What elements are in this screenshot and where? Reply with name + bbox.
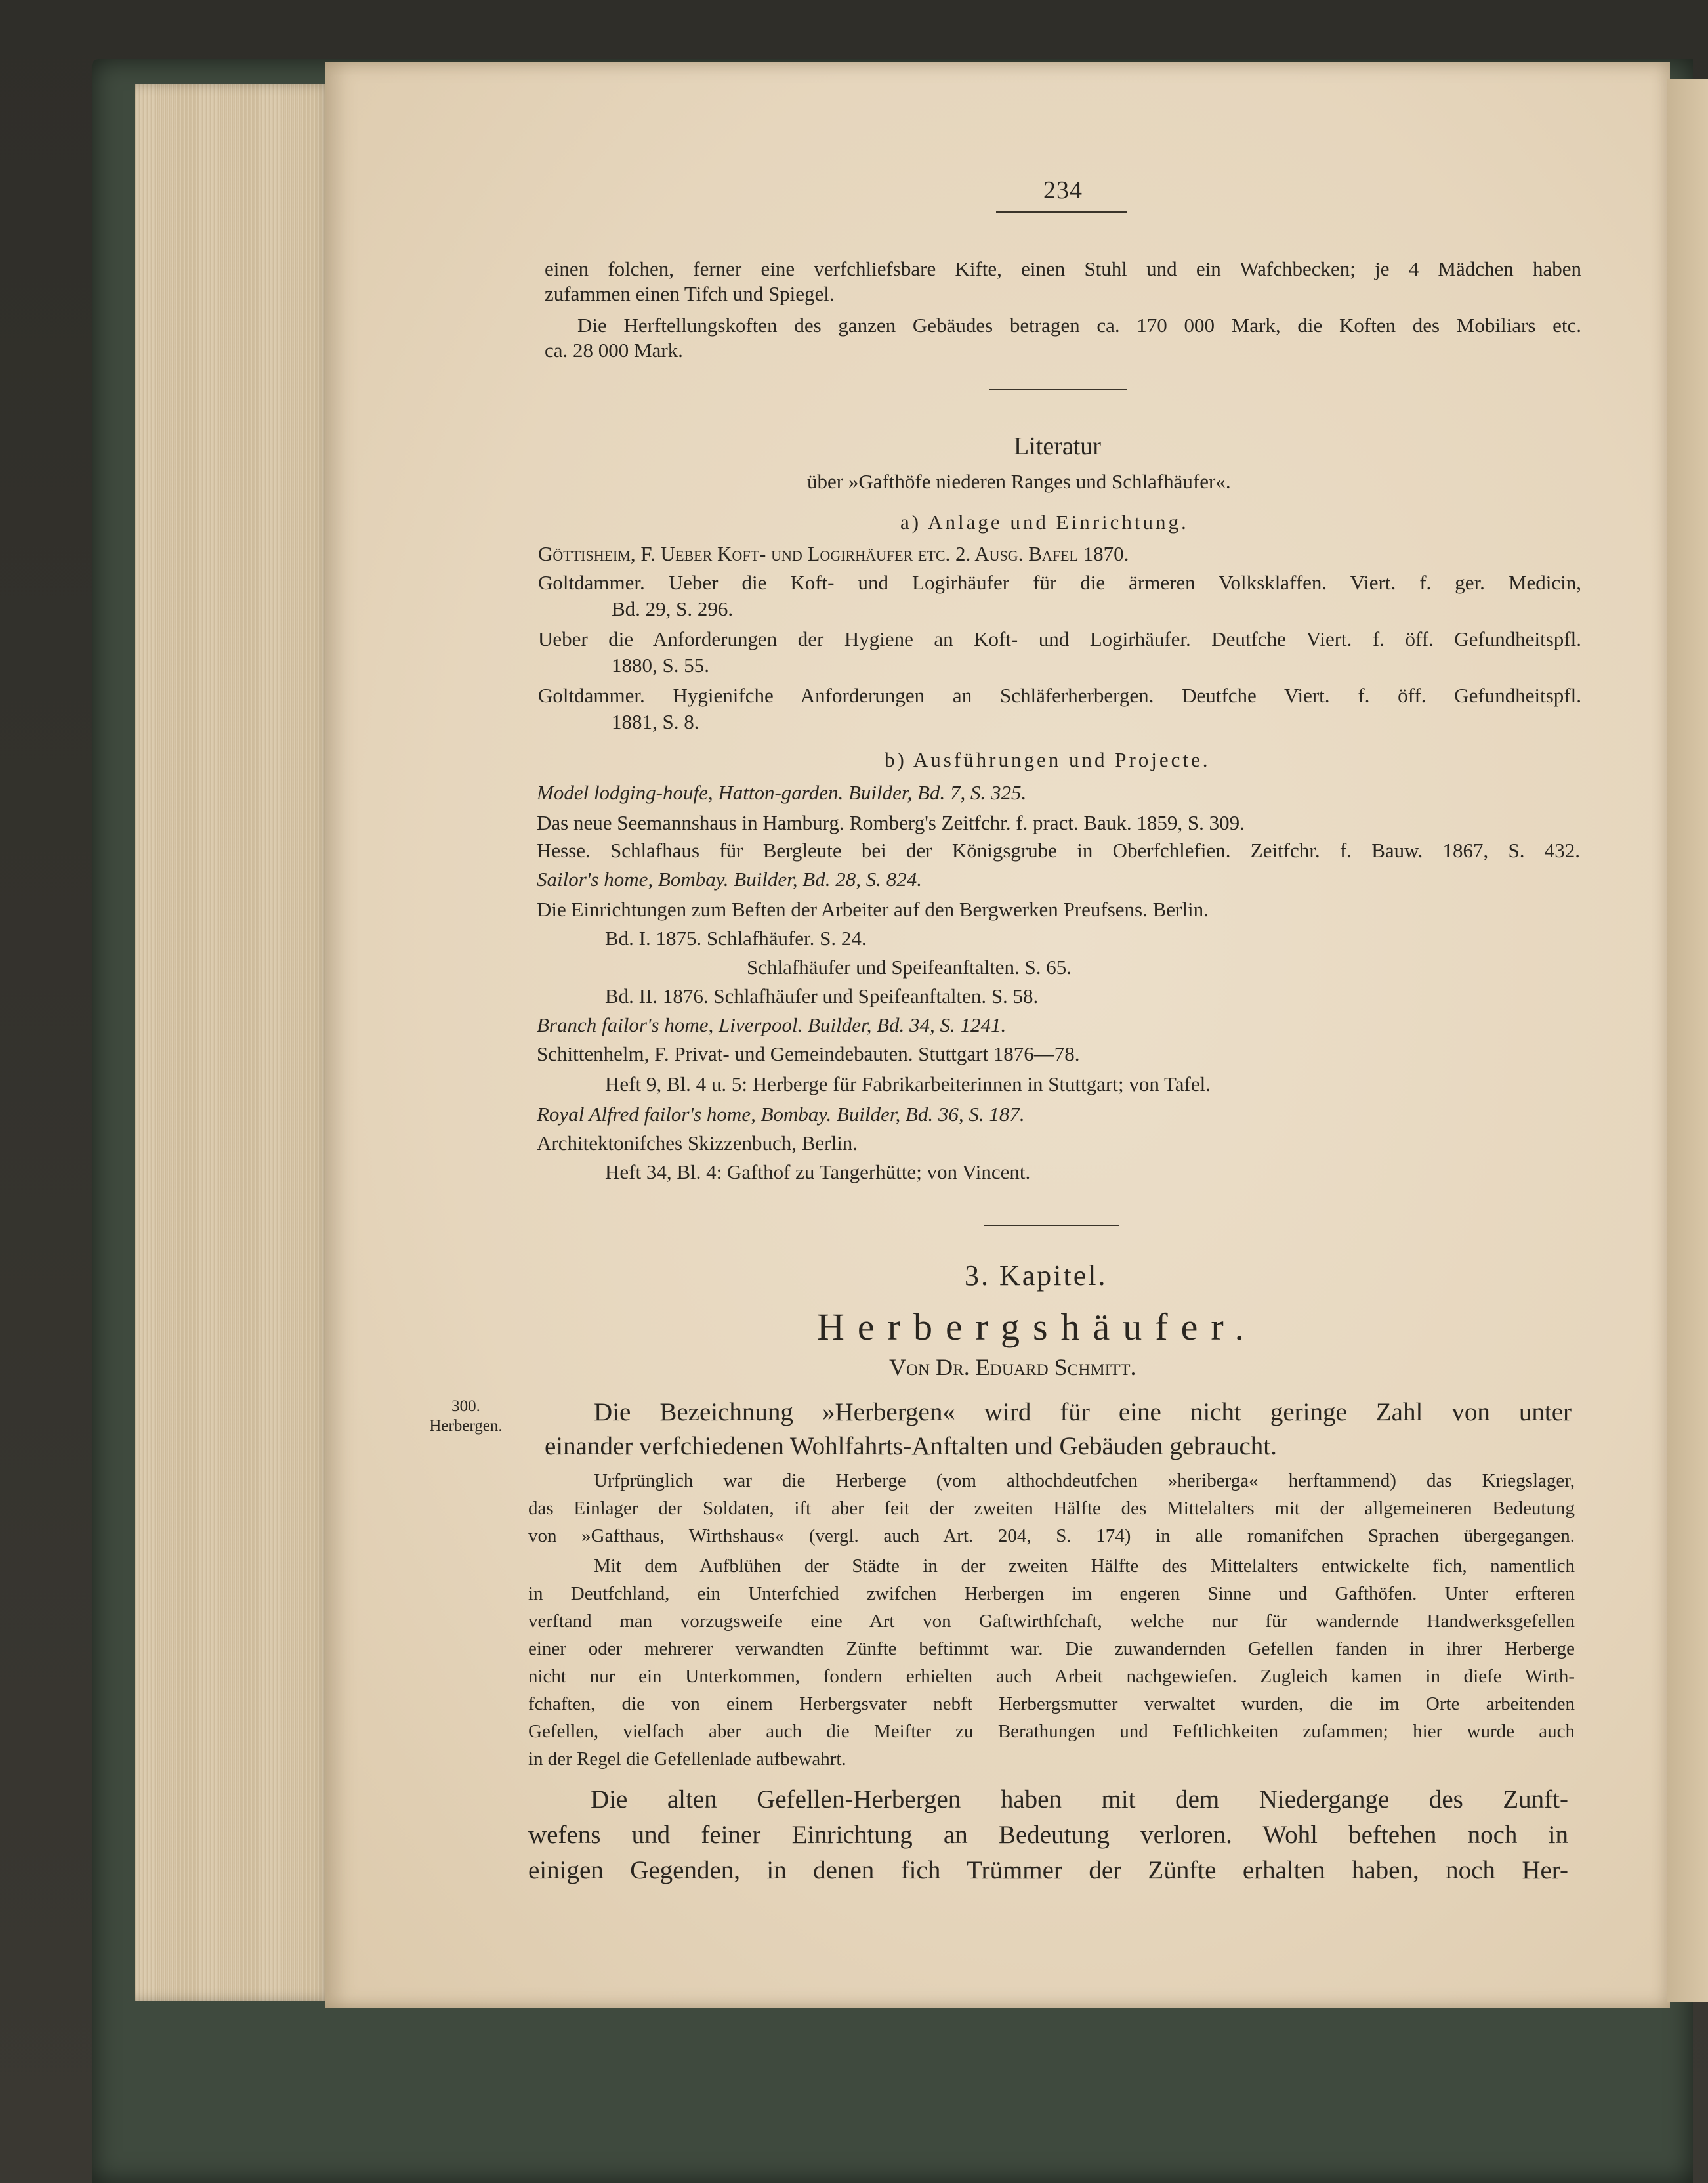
margin-note — [410, 1397, 522, 1436]
section-a-heading: a) Anlage und Einrichtung. — [900, 511, 1189, 534]
section-b-heading: b) Ausführungen und Projecte. — [885, 748, 1211, 771]
ref-b-3: Hesse. Schlafhaus für Bergleute bei der Königsgrube in Oberfchlefien. Zeitfchr. f. Bauw. 1867, S. 432. — [537, 839, 1580, 862]
para3-line-7: Gefellen, vielfach aber auch die Meifter zu Berathungen und Feftlichkeiten zufammen; hier wurde auch — [528, 1721, 1575, 1742]
ref-b-7: Schittenhelm, F. Privat- und Gemeindebauten. Stuttgart 1876—78. — [537, 1042, 1080, 1065]
ref-b-2: Das neue Seemannshaus in Hamburg. Romberg's Zeitfchr. f. pract. Bauk. 1859, S. 309. — [537, 811, 1245, 834]
ref-b-9-heft: Heft 34, Bl. 4: Gafthof zu Tangerhütte; von Vincent. — [605, 1160, 1031, 1183]
para4-line-1: Die alten Gefellen-Herbergen haben mit dem Niedergange des Zunft- — [591, 1785, 1568, 1813]
para2-line-2: das Einlager der Soldaten, ift aber feit der zweiten Hälfte des Mittelalters mit der allgemeineren Bedeutung — [528, 1498, 1575, 1519]
ref-b-7-heft: Heft 9, Bl. 4 u. 5: Herberge für Fabrikarbeiterinnen in Stuttgart; von Tafel. — [605, 1072, 1211, 1095]
para3-line-8: in der Regel die Gefellenlade aufbewahrt. — [528, 1749, 846, 1770]
ref-b-4: Sailor's home, Bombay. Builder, Bd. 28, S. 824. — [537, 868, 922, 891]
ref-a-2: Goltdammer. Ueber die Koft- und Logirhäufer für die ärmeren Volksklaffen. Viert. f. ger. Medicin, — [538, 571, 1581, 594]
chapter-author — [889, 1353, 1136, 1381]
ref-b-5: Die Einrichtungen zum Beften der Arbeiter auf den Bergwerken Preufsens. Berlin. — [537, 898, 1209, 921]
margin-note-label: Herbergen. — [429, 1417, 503, 1435]
para3-line-1: Mit dem Aufblühen der Städte in der zweiten Hälfte des Mittelalters entwickelte fich, namentlich — [594, 1556, 1575, 1577]
chapter-author-text: Von Dr. Eduard Schmitt. — [889, 1354, 1136, 1380]
literatur-subtitle: über »Gafthöfe niederen Ranges und Schlafhäufer«. — [807, 470, 1231, 493]
para3-line-5: nicht nur ein Unterkommen, fondern erhielten auch Arbeit nachgewiefen. Zugleich kamen in diefe Wirth- — [528, 1666, 1575, 1687]
ref-a-1-text: Göttisheim, F. Ueber Koft- und Logirhäufer etc. 2. Ausg. Bafel 1870. — [538, 542, 1129, 565]
para3-line-4: einer oder mehrerer verwandten Zünfte beftimmt war. Die zuwandernden Gefellen fanden in ihrer Herberge — [528, 1638, 1575, 1659]
ref-b-6: Branch failor's home, Liverpool. Builder, Bd. 34, S. 1241. — [537, 1013, 1007, 1036]
para1-line-1: Die Bezeichnung »Herbergen« wird für eine nicht geringe Zahl von unter — [594, 1398, 1572, 1426]
ref-b-5-vol1b: Schlafhäufer und Speifeanftalten. S. 65. — [747, 956, 1072, 979]
literatur-title: Literatur — [1014, 433, 1101, 460]
intro-line-3: Die Herftellungskoften des ganzen Gebäudes betragen ca. 170 000 Mark, die Koften des Mobiliars etc. — [577, 314, 1581, 337]
para4-line-3: einigen Gegenden, in denen fich Trümmer der Zünfte erhalten haben, noch Her- — [528, 1856, 1568, 1884]
ref-a-4: Goltdammer. Hygienifche Anforderungen an Schläferherbergen. Deutfche Viert. f. öff. Gefundheitspfl. — [538, 684, 1581, 707]
ref-a-4-cont: 1881, S. 8. — [612, 710, 699, 733]
para1-line-2: einander verfchiedenen Wohlfahrts-Anftalten und Gebäuden gebraucht. — [545, 1432, 1277, 1460]
page-number: 234 — [1043, 177, 1083, 204]
facing-page-edge — [1667, 79, 1708, 2002]
para4-line-2: wefens und feiner Einrichtung an Bedeutung verloren. Wohl beftehen noch in — [528, 1821, 1568, 1849]
ref-a-2-cont: Bd. 29, S. 296. — [612, 597, 734, 620]
ref-a-3: Ueber die Anforderungen der Hygiene an Koft- und Logirhäufer. Deutfche Viert. f. öff. Gefundheitspfl. — [538, 627, 1581, 650]
ref-a-3-cont: 1880, S. 55. — [612, 654, 709, 677]
para2-line-3: von »Gafthaus, Wirthshaus« (vergl. auch Art. 204, S. 174) in alle romanifchen Sprachen übergegangen. — [528, 1525, 1575, 1546]
margin-note-number: 300. — [451, 1397, 480, 1415]
para3-line-3: verftand man vorzugsweife eine Art von Gaftwirthfchaft, welche nur für wandernde Handwerksgefellen — [528, 1611, 1575, 1632]
ref-b-5-vol1: Bd. I. 1875. Schlafhäufer. S. 24. — [605, 927, 867, 950]
page-edges — [135, 84, 331, 2001]
section-rule-2 — [984, 1225, 1119, 1226]
ref-b-5-vol2: Bd. II. 1876. Schlafhäufer und Speifeanftalten. S. 58. — [605, 985, 1039, 1007]
header-rule — [996, 211, 1127, 213]
para3-line-6: fchaften, die von einem Herbergsvater nebft Herbergsmutter verwaltet wurden, die im Orte arbeitenden — [528, 1693, 1575, 1714]
intro-line-4: ca. 28 000 Mark. — [545, 339, 683, 362]
section-rule-1 — [989, 389, 1127, 390]
ref-b-9: Architektonifches Skizzenbuch, Berlin. — [537, 1132, 858, 1155]
chapter-title: Herbergshäufer. — [817, 1305, 1257, 1348]
ref-b-1: Model lodging-houfe, Hatton-garden. Builder, Bd. 7, S. 325. — [537, 781, 1027, 804]
para2-line-1: Urfprünglich war die Herberge (vom althochdeutfchen »heriberga« herftammend) das Kriegslager, — [594, 1470, 1575, 1491]
ref-b-8: Royal Alfred failor's home, Bombay. Builder, Bd. 36, S. 187. — [537, 1103, 1025, 1126]
chapter-number: 3. Kapitel. — [965, 1260, 1108, 1292]
intro-line-2: zufammen einen Tifch und Spiegel. — [545, 282, 835, 305]
para3-line-2: in Deutfchland, ein Unterfchied zwifchen Herbergen im engeren Sinne und Gafthöfen. Unter erfteren — [528, 1583, 1575, 1604]
ref-a-1 — [538, 542, 1129, 566]
intro-line-1: einen folchen, ferner eine verfchliefsbare Kifte, einen Stuhl und ein Wafchbecken; je 4 Mädchen haben — [545, 257, 1581, 280]
